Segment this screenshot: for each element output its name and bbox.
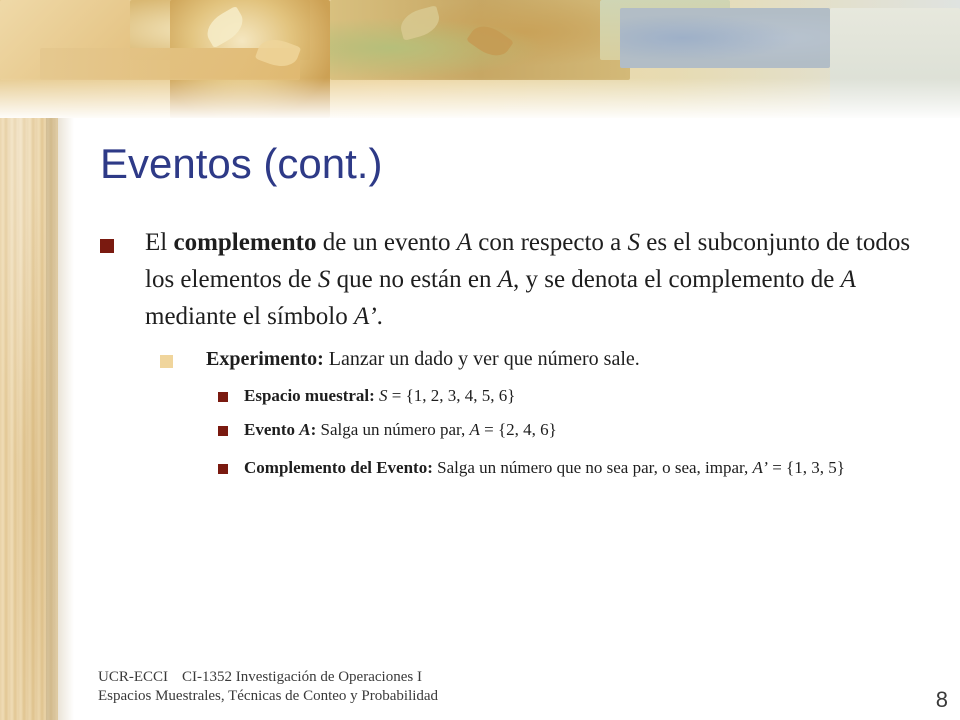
footer-subtitle: Espacios Muestrales, Técnicas de Conteo y Probabilidad [98,688,439,704]
footer [98,668,438,706]
bullet-square-icon [218,464,228,474]
slide-title: Eventos (cont.) [100,140,383,187]
sample-space-text: Espacio muestral: S = {1, 2, 3, 4, 5, 6} [244,386,516,405]
event-bullet [218,417,918,443]
bullet-square-icon [218,426,228,436]
bullet-square-icon [100,239,114,253]
experiment-text: Experimento: Lanzar un dado y ver que número sale. [206,348,640,370]
footer-org: UCR-ECCI [98,669,169,685]
left-strip-shadow [46,80,74,720]
event-text: Evento A: Salga un número par, A = {2, 4, 6} [244,420,557,439]
main-bullet-text: El complemento de un evento A con respecto a S es el subconjunto de todos los elementos de S que no están en A, y se denota el complemento de A mediante el símbolo A’. [145,229,911,330]
experiment-bullet [160,344,920,374]
complement-bullet [218,455,918,481]
footer-course: CI-1352 Investigación de Operaciones I [182,669,422,685]
main-bullet [100,224,940,335]
top-banner-image [0,0,960,118]
bullet-square-icon [160,355,173,368]
page-number: 8 [935,687,948,712]
complement-text: Complemento del Evento: Salga un número que no sea par, o sea, impar, A’ = {1, 3, 5} [244,458,845,477]
bullet-square-icon [218,392,228,402]
sample-space-bullet [218,383,918,409]
